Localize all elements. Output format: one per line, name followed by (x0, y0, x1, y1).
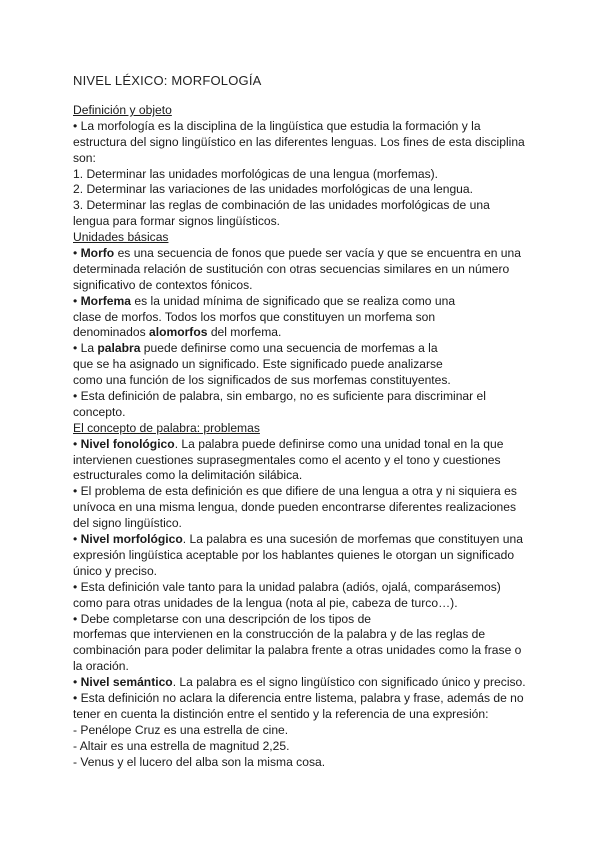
text-line (73, 723, 533, 739)
text-segment: . La palabra puede definirse como una unidad tonal en la que (174, 436, 504, 451)
text-segment: • Esta definición no aclara la diferencia entre listema, palabra y frase, además de no (73, 690, 524, 705)
text-line (73, 612, 533, 628)
text-line (73, 198, 533, 214)
text-segment: . La palabra es una sucesión de morfemas que constituyen una (182, 532, 523, 547)
text-line (73, 310, 533, 326)
text-line (73, 278, 533, 294)
text-line (73, 453, 533, 469)
text-line (73, 691, 533, 707)
text-segment: estructurales como la delimitación silábica. (73, 468, 303, 483)
text-segment: - Penélope Cruz es una estrella de cine. (73, 722, 289, 737)
text-segment: . La palabra es el signo lingüístico con significado único y preciso. (172, 675, 526, 690)
text-segment: • (73, 293, 81, 308)
text-line (73, 119, 533, 135)
bold-term: Morfema (80, 293, 132, 308)
text-line (73, 405, 533, 421)
bold-term: palabra (97, 341, 141, 356)
text-line (73, 294, 533, 310)
bold-term: alomorfos (148, 325, 208, 340)
text-line (73, 484, 533, 500)
text-segment: estructura del signo lingüístico en las diferentes lenguas. Los fines de esta disciplina (73, 134, 525, 149)
text-segment: 3. Determinar las reglas de combinación de las unidades morfológicas de una (73, 198, 490, 213)
text-segment: - Altair es una estrella de magnitud 2,25. (73, 738, 290, 753)
text-segment: concepto. (73, 404, 126, 419)
text-line (73, 596, 533, 612)
heading-text: Unidades básicas (73, 230, 169, 245)
text-segment: único y preciso. (73, 563, 158, 578)
text-line (73, 659, 533, 675)
text-segment: • El problema de esta definición es que difiere de una lengua a otra y ni siquiera es (73, 484, 517, 499)
text-line (73, 341, 533, 357)
page-title: NIVEL LÉXICO: MORFOLOGÍA (73, 73, 262, 88)
text-segment: 1. Determinar las unidades morfológicas de una lengua (morfemas). (73, 166, 439, 181)
heading-text: El concepto de palabra: problemas (73, 420, 260, 435)
text-segment: • (73, 246, 81, 261)
text-line (73, 627, 533, 643)
text-line (73, 151, 533, 167)
text-line (73, 500, 533, 516)
text-segment: • (73, 675, 81, 690)
text-line (73, 214, 533, 230)
text-segment: - Venus y el lucero del alba son la misma cosa. (73, 754, 326, 769)
text-segment: significativo de contextos fónicos. (73, 277, 253, 292)
text-line (73, 135, 533, 151)
text-segment: 2. Determinar las variaciones de las unidades morfológicas de una lengua. (73, 182, 473, 197)
text-segment: como para otras unidades de la lengua (nota al pie, cabeza de turco…). (73, 595, 458, 610)
section-heading (73, 103, 533, 119)
text-segment: • (73, 532, 81, 547)
text-line (73, 262, 533, 278)
text-line (73, 548, 533, 564)
text-segment: morfemas que intervienen en la construcción de la palabra y de las reglas de (73, 627, 486, 642)
text-segment: combinación para poder delimitar la palabra frente a otras unidades como la frase o (73, 643, 522, 658)
text-segment: denominados (73, 325, 149, 340)
text-line (73, 707, 533, 723)
text-line (73, 468, 533, 484)
text-segment: del signo lingüístico. (73, 516, 182, 531)
text-line (73, 580, 533, 596)
text-line (73, 755, 533, 771)
text-line (73, 325, 533, 341)
text-segment: determinada relación de sustitución con otras secuencias similares en un número (73, 261, 510, 276)
bold-term: Nivel semántico (80, 675, 173, 690)
text-line (73, 532, 533, 548)
text-line (73, 516, 533, 532)
text-segment: la oración. (73, 659, 129, 674)
text-segment: • Esta definición vale tanto para la unidad palabra (adiós, ojalá, comparásemos) (73, 579, 501, 594)
text-segment: • La (73, 341, 98, 356)
text-line (73, 564, 533, 580)
text-segment: intervienen cuestiones suprasegmentales como el acento y el tono y cuestiones (73, 452, 501, 467)
text-line (73, 357, 533, 373)
text-line (73, 167, 533, 183)
text-segment: lengua para formar signos lingüísticos. (73, 214, 281, 229)
bold-term: Nivel fonológico (80, 436, 175, 451)
text-segment: son: (73, 150, 96, 165)
text-segment: es la unidad mínima de significado que se realiza como una (131, 293, 456, 308)
text-line (73, 389, 533, 405)
text-segment: del morfema. (207, 325, 282, 340)
text-segment: unívoca en una misma lengua, donde pueden encontrarse diferentes realizaciones (73, 500, 517, 515)
text-line (73, 675, 533, 691)
heading-text: Definición y objeto (73, 103, 172, 117)
text-line (73, 246, 533, 262)
text-segment: clase de morfos. Todos los morfos que constituyen un morfema son (73, 309, 436, 324)
document-body (73, 103, 533, 770)
text-segment: que se ha asignado un significado. Este significado puede analizarse (73, 357, 443, 372)
section-heading (73, 421, 533, 437)
section-heading (73, 230, 533, 246)
text-line (73, 643, 533, 659)
text-segment: expresión lingüística aceptable por los hablantes quienes le otorgan un significado (73, 547, 515, 562)
text-segment: • Debe completarse con una descripción de los tipos de (73, 611, 372, 626)
text-segment: • (73, 436, 81, 451)
text-line (73, 182, 533, 198)
text-segment: • La morfología es la disciplina de la lingüística que estudia la formación y la (73, 118, 481, 133)
text-segment: es una secuencia de fonos que puede ser vacía y que se encuentra en una (114, 246, 521, 261)
text-segment: • Esta definición de palabra, sin embargo, no es suficiente para discriminar el (73, 389, 486, 404)
text-line (73, 739, 533, 755)
bold-term: Morfo (80, 246, 115, 261)
text-segment: como una función de los significados de sus morfemas constituyentes. (73, 373, 451, 388)
text-line (73, 373, 533, 389)
text-segment: tener en cuenta la distinción entre el sentido y la referencia de una expresión: (73, 706, 489, 721)
text-line (73, 437, 533, 453)
text-segment: puede definirse como una secuencia de morfemas a la (140, 341, 438, 356)
bold-term: Nivel morfológico (80, 532, 183, 547)
